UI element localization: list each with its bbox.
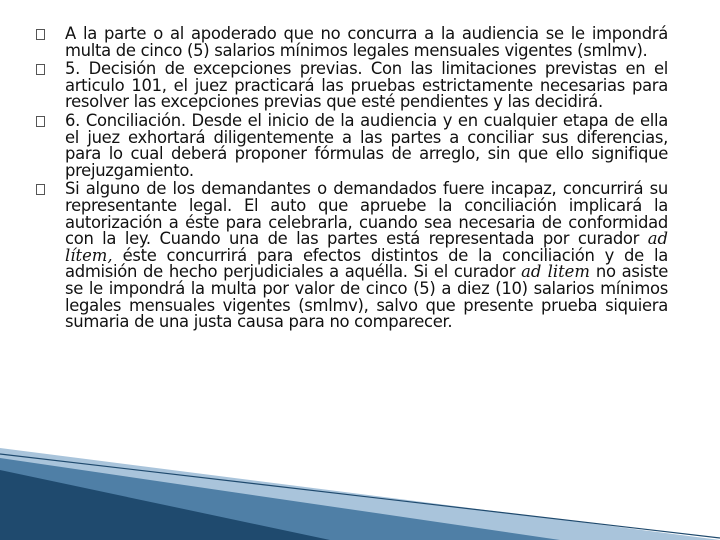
list-item [36, 181, 668, 330]
list-item [36, 61, 668, 111]
item-text-part: Si alguno de los demandantes o demandados fuere incapaz, concurrirá su representante legal. El auto que apruebe la conciliación implicará la autorización a éste para celebrarla, cuando sea necesaria de conformidad con la ley. Cuando una de las partes está representada por curador [65, 179, 668, 249]
item-text-part: éste concurrirá para efectos distintos de la conciliación y de la admisión de hecho perjudiciales a aquélla. Si el curador [65, 245, 668, 282]
decorative-swoosh [0, 440, 720, 540]
italic-term: ad lítem, [65, 229, 668, 265]
square-bullet-icon [36, 116, 45, 127]
item-text-part: no asiste se le impondrá la multa por valor de cinco (5) a diez (10) salarios mínimos legales mensuales vigentes (smlmv), salvo que presente prueba siquiera sumaria de una justa causa para no comparecer. [65, 262, 668, 332]
list-item [36, 26, 668, 59]
square-bullet-icon [36, 184, 45, 195]
bullet-list [36, 26, 668, 333]
square-bullet-icon [36, 64, 45, 75]
item-text: 6. Conciliación. Desde el inicio de la audiencia y en cualquier etapa de ella el juez exhortará diligentemente a las partes a conciliar sus diferencias, para lo cual deberá proponer fórmulas de arreglo, sin que ello signifique prejuzgamiento. [65, 110, 668, 180]
italic-term: ad litem [521, 262, 590, 282]
square-bullet-icon [36, 29, 45, 40]
list-item [36, 110, 668, 180]
item-text: A la parte o al apoderado que no concurra a la audiencia se le impondrá multa de cinco (5) salarios mínimos legales mensuales vigentes (smlmv). [65, 24, 668, 60]
item-text: 5. Decisión de excepciones previas. Con las limitaciones previstas en el articulo 101, el juez practicará las pruebas estrictamente necesarias para resolver las excepciones previas que esté pendientes y las decidirá. [65, 59, 668, 112]
